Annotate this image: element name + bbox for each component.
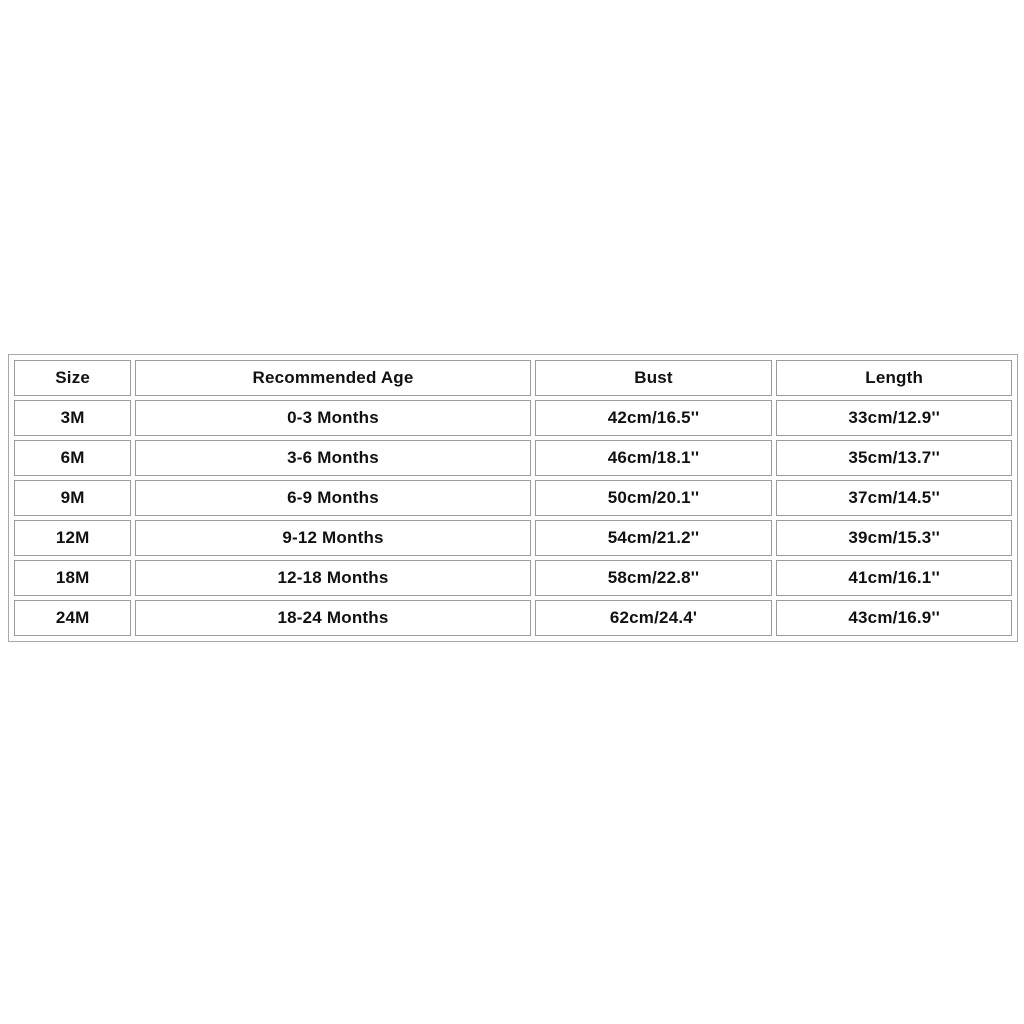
age-cell: 18-24 Months xyxy=(135,600,530,636)
header-bust: Bust xyxy=(535,360,773,396)
header-recommended-age: Recommended Age xyxy=(135,360,530,396)
size-cell: 6M xyxy=(14,440,131,476)
length-cell: 39cm/15.3'' xyxy=(776,520,1012,556)
table-row xyxy=(14,600,1012,636)
size-chart-table xyxy=(10,356,1016,640)
length-cell: 43cm/16.9'' xyxy=(776,600,1012,636)
age-cell: 0-3 Months xyxy=(135,400,530,436)
table-row xyxy=(14,560,1012,596)
age-cell: 9-12 Months xyxy=(135,520,530,556)
bust-cell: 62cm/24.4' xyxy=(535,600,773,636)
header-row xyxy=(14,360,1012,396)
length-cell: 33cm/12.9'' xyxy=(776,400,1012,436)
bust-cell: 46cm/18.1'' xyxy=(535,440,773,476)
size-cell: 12M xyxy=(14,520,131,556)
bust-cell: 42cm/16.5'' xyxy=(535,400,773,436)
size-cell: 9M xyxy=(14,480,131,516)
table-row xyxy=(14,400,1012,436)
bust-cell: 50cm/20.1'' xyxy=(535,480,773,516)
size-cell: 3M xyxy=(14,400,131,436)
length-cell: 41cm/16.1'' xyxy=(776,560,1012,596)
size-chart xyxy=(8,354,1018,642)
age-cell: 3-6 Months xyxy=(135,440,530,476)
size-cell: 18M xyxy=(14,560,131,596)
length-cell: 37cm/14.5'' xyxy=(776,480,1012,516)
length-cell: 35cm/13.7'' xyxy=(776,440,1012,476)
size-cell: 24M xyxy=(14,600,131,636)
age-cell: 6-9 Months xyxy=(135,480,530,516)
table-row xyxy=(14,440,1012,476)
bust-cell: 54cm/21.2'' xyxy=(535,520,773,556)
header-length: Length xyxy=(776,360,1012,396)
table-row xyxy=(14,520,1012,556)
age-cell: 12-18 Months xyxy=(135,560,530,596)
table-row xyxy=(14,480,1012,516)
bust-cell: 58cm/22.8'' xyxy=(535,560,773,596)
header-size: Size xyxy=(14,360,131,396)
